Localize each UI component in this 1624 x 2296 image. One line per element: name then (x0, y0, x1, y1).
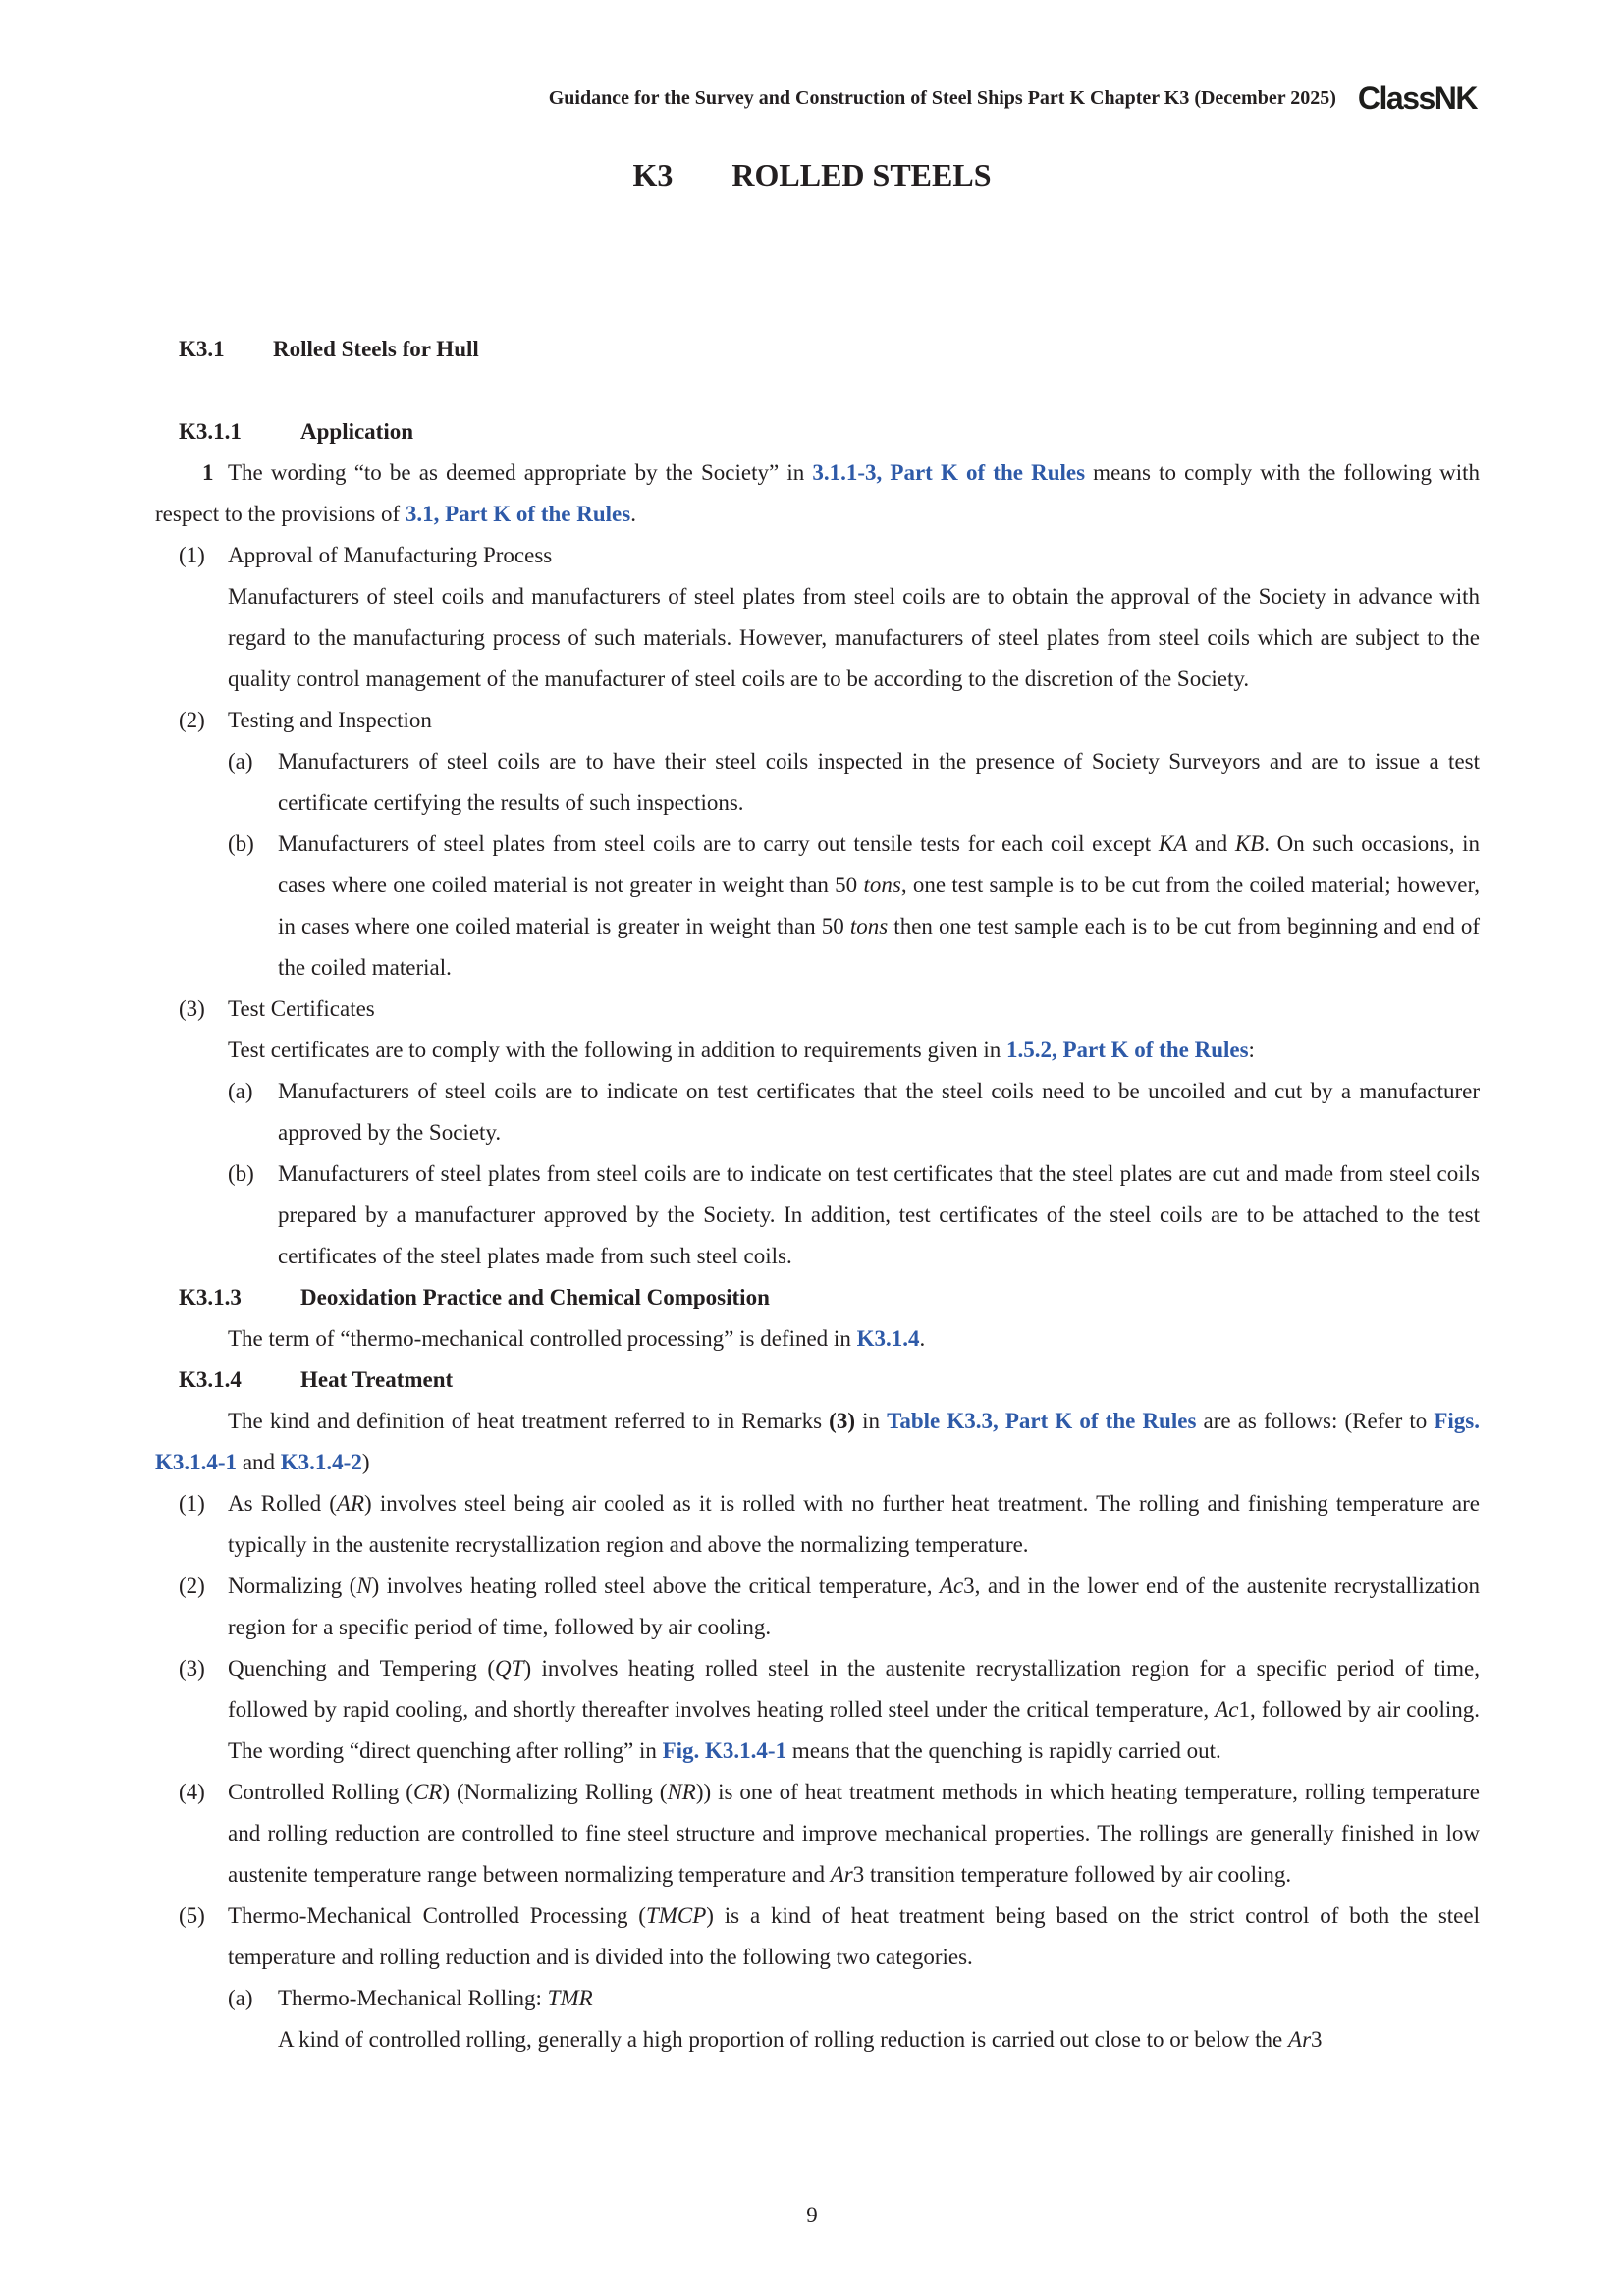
sub-item-certificates-b: (b) Manufacturers of steel plates from steel coils are to indicate on test certificates that the steel plates are cut and made from steel coils prepared by a manufacturer approved by the Society. In addition, test certificates of the steel coils are to be attached to the test certificates of the steel plates made from such steel coils. (228, 1161, 1480, 1268)
subsection-heading-k3-1-3: K3.1.3 Deoxidation Practice and Chemical Composition (179, 1285, 770, 1309)
figure-reference-link[interactable]: K3.1.4-2 (280, 1450, 362, 1474)
certificates-text: Test certificates are to comply with the following in addition to requirements given in 1.5.2, Part K of the Rules: (228, 1038, 1255, 1062)
sub-item-testing-b: (b) Manufacturers of steel plates from steel coils are to carry out tensile tests for each coil except KA and KB. On such occasions, in cases where one coiled material is not greater in weight than 50 tons, one test sample is to be cut from the coiled material; however, in cases where one coiled material is greater in weight than 50 tons then one test sample each is to be cut from beginning and end of the coiled material. (228, 831, 1481, 980)
figure-reference-link[interactable]: Figs. K3.1.4-1 (155, 1409, 1480, 1474)
figure-reference-link[interactable]: Fig. K3.1.4-1 (662, 1738, 787, 1763)
subsection-heading-k3-1-1: K3.1.1 Application (179, 419, 414, 444)
chapter-heading: ROLLED STEELS (731, 157, 992, 192)
classnk-logo: ClassNK (1357, 80, 1477, 116)
list-item-approval: (1) Approval of Manufacturing Process (179, 543, 553, 567)
heat-treatment-intro: The kind and definition of heat treatment referred to in Remarks (3) in Table K3.3, Part K of the Rules are as follows: (Refer to Figs. K3.1.4-1 and K3.1.4-2) (155, 1409, 1480, 1474)
list-item-testing: (2) Testing and Inspection (179, 708, 432, 732)
section-heading: K3.1 Rolled Steels for Hull (179, 337, 479, 361)
rule-reference-link[interactable]: 3.1, Part K of the Rules (405, 502, 631, 526)
deoxidation-text: The term of “thermo-mechanical controlled processing” is defined in K3.1.4. (228, 1326, 926, 1351)
chapter-title (0, 157, 1624, 193)
rule-reference-link[interactable]: 3.1.1-3, Part K of the Rules (812, 460, 1086, 485)
list-item-normalizing: (2) Normalizing (N) involves heating rolled steel above the critical temperature, Ac3, and in the lower end of the austenite recrystallization region for a specific period of time, followed by air cooling. (179, 1574, 1481, 1639)
rule-reference-link[interactable]: 1.5.2, Part K of the Rules (1005, 1038, 1249, 1062)
sub-item-tmr: (a) Thermo-Mechanical Rolling: TMR (228, 1986, 593, 2010)
table-reference-link[interactable]: Table K3.3, Part K of the Rules (887, 1409, 1197, 1433)
sub-item-testing-a: (a) Manufacturers of steel coils are to have their steel coils inspected in the presence of Society Surveyors and are to issue a test certificate certifying the results of such inspections. (228, 749, 1480, 815)
approval-text: Manufacturers of steel coils and manufacturers of steel plates from steel coils are to obtain the approval of the Society in advance with regard to the manufacturing process of such materials. However, manufacturers of steel plates from steel coils which are subject to the quality control management of the manufacturer of steel coils are to be according to the discretion of the Society. (228, 584, 1480, 691)
section-reference-link[interactable]: K3.1.4 (856, 1326, 920, 1351)
list-item-as-rolled: (1) As Rolled (AR) involves steel being air cooled as it is rolled with no further heat treatment. The rolling and finishing temperature are typically in the austenite recrystallization region and above the normalizing temperature. (179, 1491, 1480, 1557)
paragraph-1: 1 The wording “to be as deemed appropriate by the Society” in 3.1.1-3, Part K of the Rules means to comply with the following with respect to the provisions of 3.1, Part K of the Rules. (155, 460, 1480, 526)
subsection-heading-k3-1-4: K3.1.4 Heat Treatment (179, 1367, 454, 1392)
list-item-controlled-rolling: (4) Controlled Rolling (CR) (Normalizing Rolling (NR)) is one of heat treatment methods in which heating temperature, rolling temperature and rolling reduction are controlled to fine steel structure and improve mechanical properties. The rollings are generally finished in low austenite temperature range between normalizing temperature and Ar3 transition temperature followed by air cooling. (179, 1780, 1480, 1887)
chapter-number: K3 (632, 157, 674, 192)
running-header (549, 79, 1477, 118)
running-title: Guidance for the Survey and Construction of Steel Ships Part K Chapter K3 (December 2025) (548, 86, 1336, 109)
list-item-tmcp: (5) Thermo-Mechanical Controlled Processing (TMCP) is a kind of heat treatment being based on the strict control of both the steel temperature and rolling reduction and is divided into the following two categories. (179, 1903, 1480, 1969)
page-number: 9 (806, 2203, 818, 2227)
list-item-quenching: (3) Quenching and Tempering (QT) involves heating rolled steel in the austenite recrystallization region for a specific period of time, followed by rapid cooling, and shortly thereafter involves heating rolled steel under the critical temperature, Ac1, followed by air cooling. The wording “direct quenching after rolling” in Fig. K3.1.4-1 means that the quenching is rapidly carried out. (179, 1656, 1481, 1763)
sub-item-certificates-a: (a) Manufacturers of steel coils are to indicate on test certificates that the steel coils need to be uncoiled and cut by a manufacturer approved by the Society. (228, 1079, 1480, 1145)
list-item-certificates: (3) Test Certificates (179, 996, 375, 1021)
tmr-text: A kind of controlled rolling, generally a high proportion of rolling reduction is carried out close to or below the Ar3 (278, 2027, 1323, 2052)
main-content (155, 329, 1480, 2060)
